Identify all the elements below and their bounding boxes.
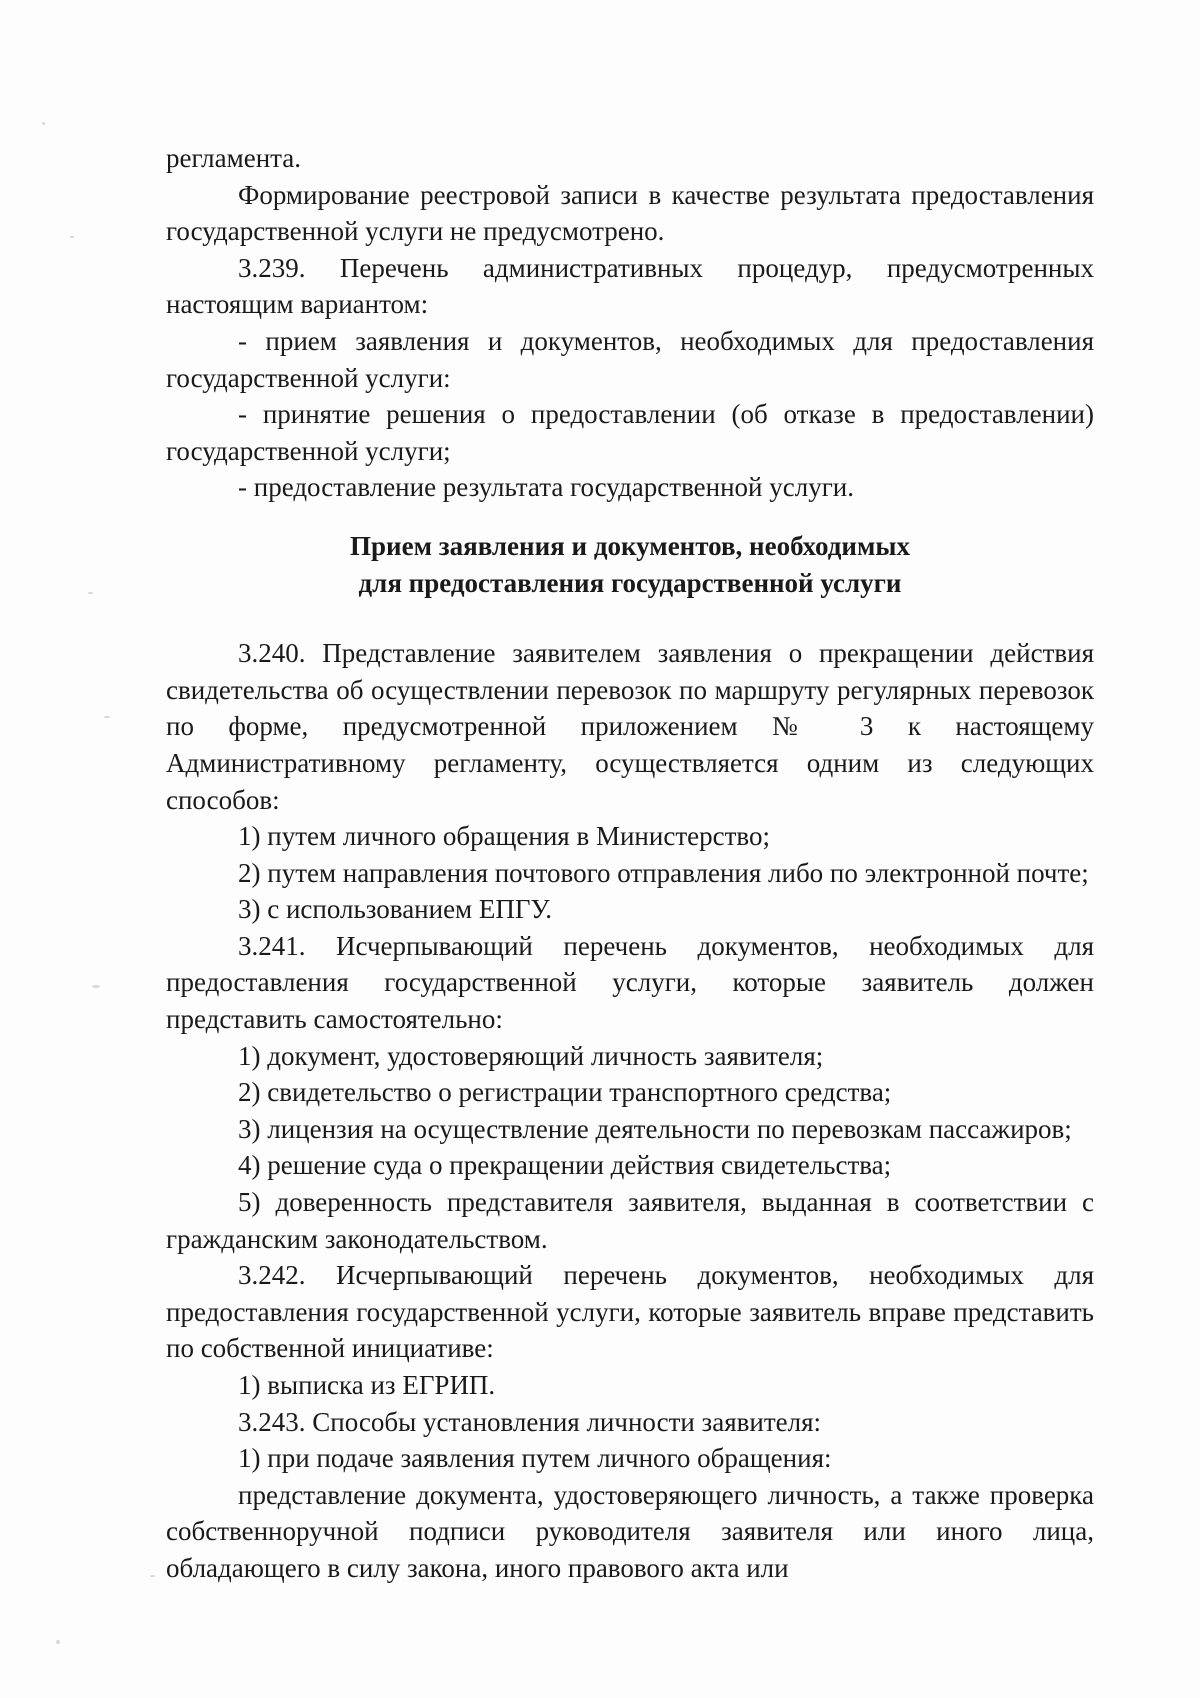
paragraph: Формирование реестровой записи в качестве результата предоставления государственной услуги не предусмотрено.: [166, 179, 1094, 247]
scan-speck: [104, 716, 110, 718]
paragraph: 3.242. Исчерпывающий перечень документов, необходимых для предоставления государственной услуги, которые заявитель вправе представить по собственной инициативе:: [166, 1260, 1094, 1364]
paragraph: 1) при подаче заявления путем личного обращения:: [238, 1443, 832, 1474]
paragraph: 4) решение суда о прекращении действия свидетельства;: [238, 1150, 892, 1181]
paragraphs-after-heading: [166, 635, 1094, 1586]
scan-speck: [88, 592, 93, 594]
section-heading-line-1: Прием заявления и документов, необходимых: [350, 530, 910, 561]
paragraph: представление документа, удостоверяющего личность, а также проверка собственноручной подписи руководителя заявителя или иного лица, обладающего в силу закона, иного правового акта или: [166, 1479, 1094, 1583]
paragraphs-before-heading: [166, 140, 1094, 506]
scan-speck: [42, 122, 45, 125]
paragraph: 3.241. Исчерпывающий перечень документов, необходимых для предоставления государственной услуги, которые заявитель должен представить самостоятельно:: [166, 930, 1094, 1035]
paragraph: 3) лицензия на осуществление деятельности по перевозкам пассажиров;: [238, 1113, 1072, 1144]
scan-speck: [150, 1575, 155, 1577]
scan-speck: [70, 236, 74, 238]
paragraph: регламента.: [166, 143, 302, 173]
paragraph: 1) выписка из ЕГРИП.: [238, 1370, 496, 1400]
paragraph: 1) путем личного обращения в Министерство;: [238, 821, 770, 852]
paragraph: 3) с использованием ЕПГУ.: [238, 894, 552, 925]
scan-speck: [56, 1640, 60, 1644]
paragraph: 3.239. Перечень административных процедур, предусмотренных настоящим вариантом:: [166, 252, 1094, 320]
paragraph: - предоставление результата государственной услуги.: [238, 472, 854, 503]
document-body: [166, 140, 1094, 1587]
paragraph: 1) документ, удостоверяющий личность заявителя;: [238, 1040, 824, 1071]
paragraph: 5) доверенность представителя заявителя, выданная в соответствии с гражданским законодательством.: [166, 1187, 1094, 1254]
section-heading-line-2: для предоставления государственной услуги: [358, 567, 902, 598]
scan-speck: [92, 985, 100, 988]
paragraph: 3.243. Способы установления личности заявителя:: [238, 1406, 822, 1437]
section-heading: [166, 528, 1094, 601]
paragraph: 2) свидетельство о регистрации транспортного средства;: [238, 1077, 892, 1108]
paragraph: 2) путем направления почтового отправления либо по электронной почте;: [238, 857, 1089, 888]
paragraph: - принятие решения о предоставлении (об отказе в предоставлении) государственной услуги;: [166, 399, 1094, 466]
paragraph: - прием заявления и документов, необходимых для предоставления государственной услуги:: [166, 325, 1094, 393]
paragraph: 3.240. Представление заявителем заявления о прекращении действия свидетельства об осуществлении перевозок по маршруту регулярных перевозок по форме, предусмотренной приложением № 3 к настоящему Административному регламенту, осуществляется одним из следующих способов:: [166, 638, 1094, 815]
